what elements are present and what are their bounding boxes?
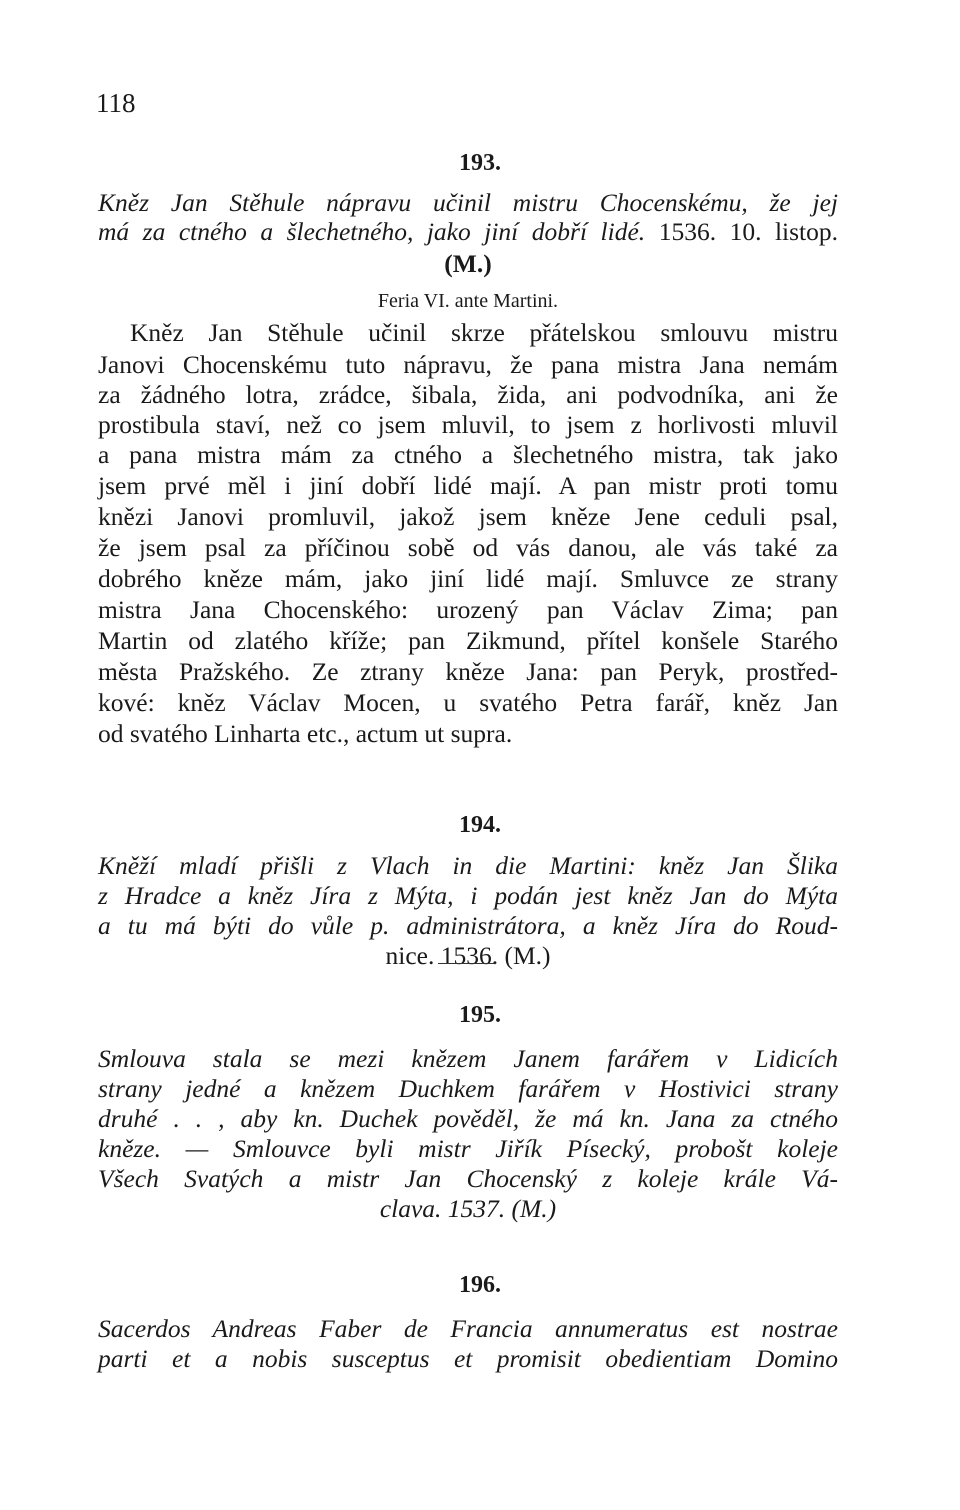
body-line: jsem prvé měl i jiní dobří lidé mají. A pan mistr proti tomu [98, 471, 838, 500]
entry-date-line: Feria VI. ante Martini. [377, 290, 559, 312]
entry-summary-line: Smlouva stala se mezi knězem Janem farářem v Lidicích [98, 1044, 838, 1073]
entry-summary-line: má za ctného a šlechetného, jako jiní dobří lidé. [98, 217, 646, 246]
entry-number: 195. [459, 1002, 501, 1028]
entry-source-line [98, 249, 838, 279]
body-line: od svatého Linharta etc., actum ut supra. [98, 719, 513, 748]
entry-summary-line: parti et a nobis susceptus et promisit obedientiam Domino [98, 1344, 838, 1373]
entry-summary-line: Sacerdos Andreas Faber de Francia annumeratus est nostrae [98, 1314, 838, 1343]
body-line: za žádného lotra, zrádce, šibala, žida, ani podvodníka, ani že [98, 380, 838, 409]
entry-source: (M.) [444, 249, 492, 278]
entry-summary-line: clava. 1537. (M.) [379, 1194, 557, 1223]
body-line: mistra Jana Chocenského: urozený pan Václav Zima; pan [98, 595, 838, 624]
body-line: prostibula staví, než co jsem mluvil, to jsem z horlivosti mluvil [98, 410, 838, 439]
entry-summary-line: Kněží mladí přišli z Vlach in die Martini: kněz Jan Šlika [98, 851, 838, 880]
body-line: dobrého kněze mám, jako jiní lidé mají. Smluvce ze strany [98, 564, 838, 593]
entry-summary-line: Všech Svatých a mistr Jan Chocenský z koleje krále Vá- [98, 1164, 838, 1193]
entry-summary-line: Kněz Jan Stěhule nápravu učinil mistru Chocenskému, že jej [98, 188, 838, 217]
body-line: knězi Janovi promluvil, jakož jsem kněze Jene ceduli psal, [98, 502, 838, 531]
entry-number: 196. [459, 1272, 501, 1298]
body-line: města Pražského. Ze ztrany kněze Jana: pan Peryk, prostřed- [98, 657, 838, 686]
body-line: Kněz Jan Stěhule učinil skrze přátelskou smlouvu mistru [130, 318, 838, 347]
entry-summary-line: kněze. — Smlouvce byli mistr Jiřík Písecký, probošt koleje [98, 1134, 838, 1163]
body-line: kové: kněz Václav Mocen, u svatého Petra farář, kněz Jan [98, 688, 838, 717]
entry-summary-line-with-date [98, 217, 838, 247]
entry-date: 1536. 10. listop. [658, 217, 839, 246]
entry-summary-line: a tu má býti do vůle p. administrátora, a kněz Jíra do Roud- [98, 911, 838, 940]
entry-summary-line: z Hradce a kněz Jíra z Mýta, i podán jest kněz Jan do Mýta [98, 881, 838, 910]
page-number: 118 [96, 88, 136, 118]
body-line: a pana mistra mám za ctného a šlechetného mistra, tak jako [98, 440, 838, 469]
body-line: Martin od zlatého kříže; pan Zikmund, přítel konšele Starého [98, 626, 838, 655]
body-line: že jsem psal za příčinou sobě od vás danou, ale vás také za [98, 533, 838, 562]
section-separator [438, 963, 496, 964]
entry-summary-line: nice. 1536. (M.) [385, 941, 551, 970]
entry-summary-line: strany jedné a knězem Duchkem farářem v Hostivici strany [98, 1074, 838, 1103]
entry-number: 194. [459, 812, 501, 838]
entry-number: 193. [459, 150, 501, 176]
body-line: Janovi Chocenskému tuto nápravu, že pana mistra Jana nemám [98, 350, 838, 379]
entry-summary-line: druhé . . , aby kn. Duchek pověděl, že má kn. Jana za ctného [98, 1104, 838, 1133]
